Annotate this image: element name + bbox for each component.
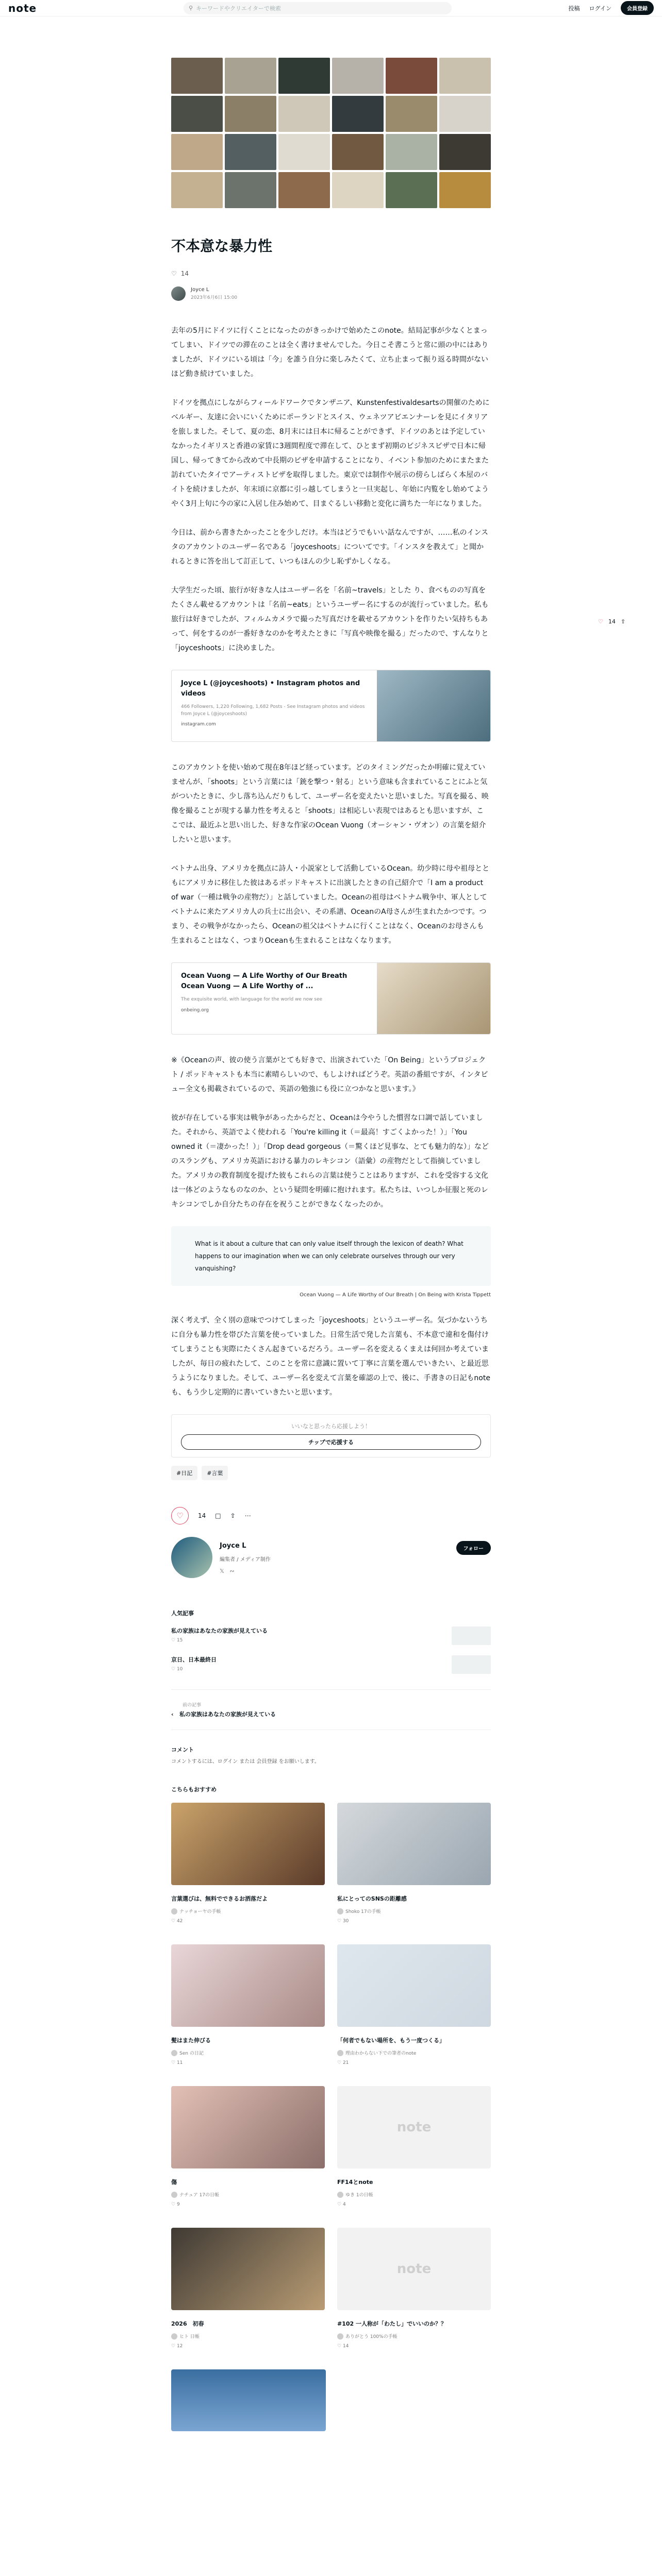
rss-icon[interactable]: ∾ bbox=[229, 1568, 235, 1574]
paragraph: ドイツを拠点にしながらフィールドワークでタンザニア、Kunstenfestivaldesartsの開催のためにベルギー、友達に会いにいくためにポーランドとスイス、ウェネツアビエンナーレを見にイタリアを旅しました。そして、夏の恋、8月末には日本に帰ることができず、ドイツのあとは予定していなかったイギリスと香港の家賃に3週間程度で滞在して、ひとまず初期のビジネスビザで日本に帰国し、帰ってきてから改めて中長期のビザを申請することになり、イベント参加のためにまたまた訪れていたタイでアーティストビザを取得しました。東京では制作や展示の傍らしばらく本屋のバイトを続けましたが、年末頃に京都に引っ越してしまうと一旦実起し、年始に内覧をし始めてようやく3月上旬に今の家に入居し住み始めて、目まぐるしい移動と変化に満ちた一年になりました。 bbox=[171, 399, 490, 508]
recommend-item-title: #102 一人称が「わたし」でいいのか？？ bbox=[337, 2320, 447, 2327]
recommend-item[interactable] bbox=[337, 2228, 491, 2349]
floating-actions bbox=[598, 618, 625, 625]
previous-article-link[interactable] bbox=[171, 1689, 491, 1730]
signup-button[interactable]: 会員登録 bbox=[621, 1, 654, 15]
recommend-item[interactable] bbox=[171, 2228, 325, 2349]
prev-title: ‹ 私の家族はあなたの家族が見えている bbox=[171, 1711, 276, 1718]
recommend-item-title: FF14とnote bbox=[337, 2179, 373, 2185]
avatar bbox=[171, 2333, 177, 2340]
article-title: 不本意な暴力性 bbox=[171, 238, 273, 255]
recommend-item-count: ♡ 14 bbox=[337, 2344, 349, 2349]
search-input[interactable] bbox=[184, 2, 452, 14]
popular-item-thumbnail bbox=[452, 1626, 491, 1645]
recommend-item[interactable] bbox=[337, 1803, 491, 1924]
recommend-item-count: ♡ 42 bbox=[171, 1919, 183, 1924]
like-row bbox=[171, 270, 491, 277]
profile-name[interactable]: Joyce L bbox=[220, 1542, 246, 1550]
recommend-thumbnail bbox=[171, 1803, 325, 1885]
site-header bbox=[0, 0, 662, 16]
heart-icon[interactable]: ♡ bbox=[598, 618, 603, 625]
avatar[interactable] bbox=[171, 1537, 212, 1578]
paragraph: ※《Oceanの声、彼の使う言葉がとても好きで、出演されていた「On Being」というプロジェクト / ポッドキャストも本当に素晴らしいので、もしよければどうぞ。英語の番組ですが、インタビュー全文も掲載されているので、英語の勉強にも役に立つかなと思います。》 bbox=[171, 1056, 488, 1093]
card-url: instagram.com bbox=[181, 722, 216, 727]
popular-item-title: 京日、日本最終日 bbox=[171, 1656, 217, 1663]
recommend-item-title: 言葉選びは、無料でできるお洒落だよ bbox=[171, 1895, 268, 1902]
support-label: いいなと思ったら応援しよう！ bbox=[291, 1423, 371, 1430]
search-placeholder: キーワードやクリエイターで検索 bbox=[196, 5, 281, 12]
popular-item[interactable] bbox=[171, 1626, 491, 1645]
recommend-thumbnail bbox=[337, 1803, 491, 1885]
tag-list bbox=[171, 1466, 491, 1480]
recommend-item-title: 「何者でもない場所を、もう一度つくる」 bbox=[337, 2037, 445, 2044]
recommend-item-title: 私にとってのSNSの距離感 bbox=[337, 1895, 407, 1902]
recommend-item-count: ♡ 9 bbox=[171, 2202, 180, 2207]
tag[interactable]: #言葉 bbox=[202, 1466, 228, 1480]
avatar bbox=[337, 2192, 343, 2198]
tag[interactable]: #日記 bbox=[171, 1466, 197, 1480]
recommend-item-count: ♡ 30 bbox=[337, 1919, 349, 1924]
recommend-thumbnail: note bbox=[337, 2086, 491, 2168]
support-box bbox=[171, 1414, 491, 1458]
more-icon[interactable]: ⋯ bbox=[244, 1512, 251, 1519]
avatar bbox=[171, 2192, 177, 2198]
paragraph: ベトナム出身、アメリカを拠点に詩人・小説家として活動しているOcean。幼少時に母や祖母とともにアメリカに移住した彼はあるポッドキャストに出演したときの自己紹介で「I am a product of war（一種は戦争の産物だ）」と話していました。Oceanの祖母はベトナム戦争中、軍人としてベトナムに来たアメリカ人の兵士に出会い、その系譜、OceanのA母さんが生まれたかつです。つまり、その戦争がなかったら、Oceanの祖父はベトナムに行くことはなく、Oceanのお母さんも生まれることはなく、つまりOceanも生まれることはなくなります。 bbox=[171, 865, 490, 945]
recommend-item-count: ♡ 12 bbox=[171, 2344, 183, 2349]
social-icons bbox=[220, 1568, 271, 1574]
recommend-item-title: 髪はまた伸びる bbox=[171, 2037, 211, 2044]
paragraph: 彼が存在している事実は戦争があったからだと、Oceanは今やうした慣習な口調で話していました。それから、英語でよく使われる「You're killing it（＝最高！すごくよかった！）」「You owned it（＝凄かった！）」「Drop dead gorgeous（＝驚くほど見事な、とても魅力的な）」などのスラングも、アメリカ英語における暴力のレキシコン（語彙）の産物だとして指摘していました。アメリカの教育制度を提げた彼もこれらの言葉は使うことはありますが、これを受容する文化は一体どのようなものなのか、という疑問を明確に抱けれます。私たちは、いつしか征服と死のレキシコンでしか自分たちの存在を祝うことができなくなったのか。 bbox=[171, 1114, 489, 1209]
recommend-item[interactable] bbox=[171, 2086, 325, 2207]
comment-login-prompt[interactable]: コメントするには、ログイン または 会員登録 をお願いします。 bbox=[171, 1759, 320, 1765]
card-thumbnail bbox=[377, 963, 490, 1034]
avatar[interactable] bbox=[171, 286, 186, 301]
recommend-item-count: ♡ 21 bbox=[337, 2060, 349, 2065]
article-main bbox=[171, 16, 491, 2431]
prev-label: 前の記事 bbox=[183, 1703, 202, 1708]
paragraph: 深く考えず、全く別の意味でつけてしまった「joyceshoots」というユーザー名。気づかないうちに自分も暴力性を帯びた言葉を使っていました。日常生活で発した言葉も、不本意で違和を傷付けてしまうことも実際にたくさん起きているだろう。ユーザー名を変えるくまえは何回か考えていましたが、毎日の疲れたして、このことを常に意識に置いて丁寧に言葉を選んでいきたい、と最近思うようになりました。そして、ユーザー名を変えて言葉を確認の上で、後に、手書きの日記もnoteも、もう少し定期的に書いていきたいと思います。 bbox=[171, 1316, 490, 1397]
author-profile bbox=[171, 1537, 491, 1578]
heart-icon: ♡ bbox=[176, 1511, 184, 1520]
link-card-onbeing[interactable] bbox=[171, 962, 491, 1035]
recommend-item-author: ナッチョーヤの手帳 bbox=[171, 1908, 325, 1914]
profile-description: 編集者 / メディア制作 bbox=[220, 1557, 271, 1563]
follow-button[interactable]: フォロー bbox=[456, 1541, 491, 1555]
recommend-item-count: ♡ 11 bbox=[171, 2060, 183, 2065]
header-image bbox=[171, 58, 491, 208]
recommend-item-author: ヒト 日帳 bbox=[171, 2333, 325, 2340]
recommend-item-title: 傷 bbox=[171, 2179, 177, 2185]
recommend-thumbnail bbox=[337, 1944, 491, 2027]
comment-title: コメント bbox=[171, 1747, 194, 1753]
action-bar bbox=[171, 1507, 491, 1524]
recommend-grid bbox=[171, 1803, 491, 2349]
recommend-thumbnail bbox=[171, 2228, 325, 2310]
comment-section bbox=[171, 1745, 491, 1765]
paragraph: 大学生だった頃、旅行が好きな人はユーザー名を「名前~travels」とした り、食べものの写真をたくさん載せるアカウントは「名前~eats」というユーザー名にするのが流行っていました。私も旅行は好きでしたが、フィルムカメラで撮った写真だけを載せるアカウントを作りたい気持ちもあって、何をするのが一番好きなのかを考えたときに「写真や映像を撮る」だったので、すんなりと「joyceshoots」に決めました。 bbox=[171, 586, 489, 652]
search-icon: ⚲ bbox=[189, 5, 193, 11]
tip-label: チップで応援する bbox=[308, 1439, 354, 1446]
link-card-instagram[interactable] bbox=[171, 670, 491, 742]
like-button[interactable] bbox=[171, 1507, 189, 1524]
card-url: onbeing.org bbox=[181, 1007, 209, 1013]
recommend-item-author: Sen の日記 bbox=[171, 2049, 325, 2056]
recommend-thumbnail bbox=[171, 1944, 325, 2027]
popular-item-title: 私の家族はあなたの家族が見えている bbox=[171, 1628, 268, 1634]
recommend-item-author: ゆき 1の日帳 bbox=[337, 2191, 491, 2198]
side-like-count: 14 bbox=[608, 618, 616, 625]
recommend-item-title: 2026 初春 bbox=[171, 2320, 204, 2327]
heart-icon[interactable]: ♡ bbox=[171, 270, 177, 277]
avatar bbox=[171, 1908, 177, 1914]
share-icon[interactable]: ⇧ bbox=[230, 1512, 236, 1519]
tip-button[interactable] bbox=[181, 1434, 481, 1450]
avatar bbox=[337, 2333, 343, 2340]
popular-item-thumbnail bbox=[452, 1655, 491, 1674]
quote-citation: Ocean Vuong — A Life Worthy of Our Breath | On Being with Krista Tippett bbox=[300, 1292, 491, 1298]
card-title: Ocean Vuong — A Life Worthy of Our Breath Ocean Vuong — A Life Worthy of ... bbox=[181, 972, 347, 990]
recommend-item-author: ナチュア 17の日帳 bbox=[171, 2191, 325, 2198]
card-description: 466 Followers, 1,220 Following, 1,682 Posts - See Instagram photos and videos from Joyce L (@joyceshoots) bbox=[181, 704, 365, 717]
x-icon[interactable]: 𝕏 bbox=[220, 1568, 224, 1574]
card-thumbnail bbox=[377, 670, 490, 741]
blockquote: What is it about a culture that can only value itself through the lexicon of death? What happens to our imagination when we can only celebrate ourselves through our very vanquishing? bbox=[171, 1226, 491, 1286]
avatar bbox=[337, 2050, 343, 2056]
popular-item[interactable] bbox=[171, 1655, 491, 1674]
recommend-item-author: ありがとう 100%の手帳 bbox=[337, 2333, 491, 2340]
popular-item-count: ♡ 10 bbox=[171, 1667, 183, 1672]
recommend-thumbnail bbox=[171, 2086, 325, 2168]
share-icon[interactable]: ⇧ bbox=[620, 618, 626, 625]
comment-icon[interactable]: □ bbox=[215, 1512, 221, 1519]
login-button[interactable]: ログイン bbox=[589, 5, 611, 12]
note-logo[interactable]: note bbox=[8, 2, 37, 14]
like-count: 14 bbox=[198, 1512, 206, 1519]
publish-date: 2023年6月6日 15:00 bbox=[191, 295, 238, 300]
paragraph: 去年の5月にドイツに行くことになったのがきっかけで始めたこのnote。結局記事が少なくとまってしまい、ドイツでの滞在のことは全く書けませんでした。今日こそ書こうと常に頭の中にはありましたが、ドイツにいる頃は「今」を誰う自分に楽しみたくて、立ち止まって振り返る時間がないほど動き続けていました。 bbox=[171, 327, 489, 378]
card-title: Joyce L (@joyceshoots) • Instagram photos and videos bbox=[181, 680, 360, 698]
paragraph: 今日は、前から書きたかったことを少しだけ。本当はどうでもいい話なんですが、……私のインスタのアカウントのユーザー名である「joyceshoots」についてです。「インスタを教えて」と聞かれるときに答を出して訂正して、いつもほんの少し恥ずかしくなる。 bbox=[171, 529, 489, 566]
recommend-item[interactable] bbox=[337, 2086, 491, 2207]
recommend-item-author: Shoko 17の手帳 bbox=[337, 1908, 491, 1914]
recommend-item[interactable] bbox=[171, 1944, 325, 2065]
popular-title: 人気記事 bbox=[171, 1610, 194, 1617]
recommend-item-author: 理由わからない下での筆者のnote bbox=[337, 2049, 491, 2056]
recommend-thumbnail: note bbox=[337, 2228, 491, 2310]
avatar bbox=[337, 1908, 343, 1914]
card-description: The exquisite world, with language for the world we now see bbox=[181, 997, 323, 1002]
author-info bbox=[171, 286, 491, 301]
recommend-item[interactable] bbox=[171, 1803, 325, 1924]
recommend-item-count: ♡ 4 bbox=[337, 2202, 346, 2207]
recommend-item[interactable] bbox=[337, 1944, 491, 2065]
recommend-title: こちらもおすすめ bbox=[171, 1786, 217, 1793]
recommend-thumbnail[interactable] bbox=[171, 2369, 326, 2431]
paragraph: このアカウントを使い始めて現在8年ほど経っています。どのタイミングだったか明確に覚えていませんが、「shoots」という言葉には「銃を撃つ・射る」という意味も含まれていることにふと気がついたときに、少し落ち込んだりもして、ユーザー名を変えたいと思いました。写真を撮る、映像を撮ることが現する暴力性を考えると「shoots」は相応しい表現ではあるとも思いますが、ここでは、最近ふと思い出した、好きな作家のOcean Vuong（オーシャン・ヴオン）の言葉を紹介したいと思います。 bbox=[171, 764, 489, 844]
avatar bbox=[171, 2050, 177, 2056]
author-name[interactable]: Joyce L bbox=[191, 287, 209, 293]
like-count: 14 bbox=[180, 270, 189, 277]
popular-item-count: ♡ 15 bbox=[171, 1638, 183, 1643]
post-button[interactable]: 投稿 bbox=[568, 5, 580, 12]
